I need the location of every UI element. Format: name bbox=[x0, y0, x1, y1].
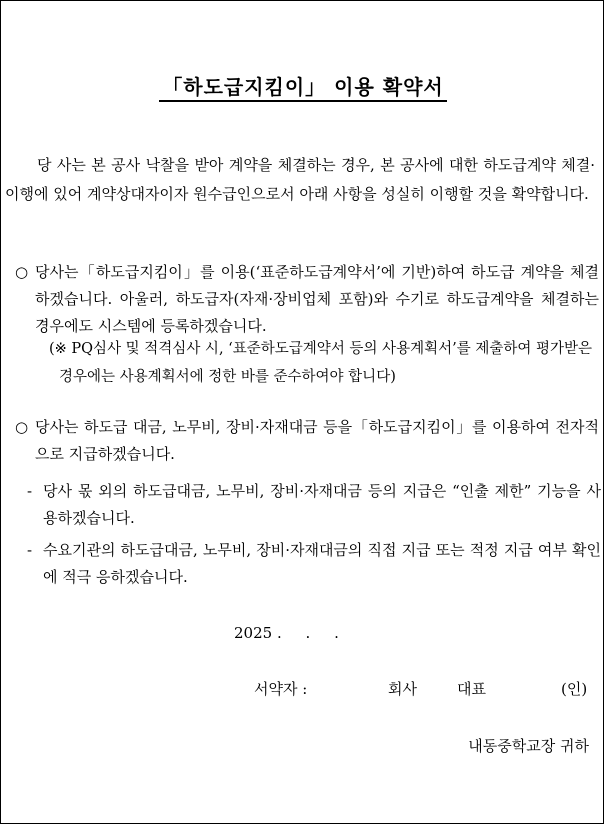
seal-label: (인) bbox=[561, 680, 588, 698]
subitem-2 bbox=[27, 537, 601, 591]
item-2 bbox=[15, 414, 599, 468]
item-1-text: 당사는「하도급지킴이」를 이용(‘표준하도급계약서’에 기반)하여 하도급 계약을 체결하겠습니다. 아울러, 하도급자(자재·장비업체 포함)와 수기로 하도급계약을 체결하는 경우에도 시스템에 등록하겠습니다. bbox=[35, 263, 599, 335]
dash-bullet: - bbox=[27, 541, 33, 559]
representative-label: 대표 bbox=[457, 680, 486, 698]
subitem-1 bbox=[27, 478, 601, 532]
subitem-1-text: 당사 몫 외의 하도급대금, 노무비, 장비·자재대금 등의 지급은 “인출 제한” 기능을 사용하겠습니다. bbox=[43, 482, 601, 527]
dash-bullet: - bbox=[27, 482, 33, 500]
subitem-2-text: 수요기관의 하도급대금, 노무비, 장비·자재대금의 직접 지급 또는 적정 지급 여부 확인에 적극 응하겠습니다. bbox=[43, 541, 601, 586]
company-label: 회사 bbox=[388, 680, 417, 698]
document-title: 「하도급지킴이」 이용 확약서 bbox=[1, 71, 604, 100]
bullet-circle-icon: ○ bbox=[15, 418, 29, 436]
item-2-text: 당사는 하도급 대금, 노무비, 장비·자재대금 등을「하도급지킴이」를 이용하여 전자적으로 지급하겠습니다. bbox=[35, 418, 599, 463]
date-line: 2025 . . . bbox=[234, 624, 339, 642]
signer-label: 서약자 : bbox=[254, 680, 308, 698]
intro-paragraph: 당 사는 본 공사 낙찰을 받아 계약을 체결하는 경우, 본 공사에 대한 하도급계약 체결·이행에 있어 계약상대자이자 원수급인으로서 아래 사항을 성실히 이행할 것을 확약합니다. bbox=[5, 156, 595, 203]
item-1-note: (※ PQ심사 및 적격심사 시, ‘표준하도급계약서 등의 사용계획서’를 제출하여 평가받은 경우에는 사용계획서에 정한 바를 준수하여야 합니다) bbox=[49, 341, 592, 385]
bullet-circle-icon: ○ bbox=[15, 263, 29, 281]
item-1 bbox=[15, 259, 599, 340]
recipient-line: 내동중학교장 귀하 bbox=[468, 737, 589, 755]
